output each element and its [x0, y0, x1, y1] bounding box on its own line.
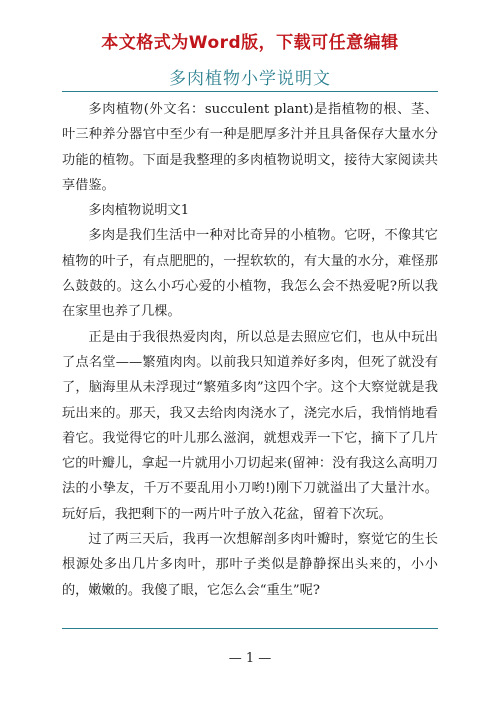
- format-banner: 本文格式为Word版，下载可任意编辑: [101, 33, 399, 53]
- body-paragraph: 正是由于我很热爱肉肉，所以总是去照应它们，也从中玩出了点名堂——繁殖肉肉。以前我只知道养好多肉，但死了就没有了，脑海里从未浮现过“繁殖多肉”这四个字。这个大察觉就是我玩出来的。那天，我又去给肉肉浇水了，浇完水后，我悄悄地看着它。我觉得它的叶儿那么滋润，就想戏弄一下它，摘下了几片它的叶瓣儿，拿起一片就用小刀切起来(留神：没有我这么高明刀法的小挚友，千万不要乱用小刀哟!)刚下刀就溢出了大量汁水。玩好后，我把剩下的一两片叶子放入花盆，留着下次玩。: [62, 329, 438, 522]
- page-title: 多肉植物小学说明文: [169, 69, 331, 89]
- intro-paragraph: 多肉植物(外文名：succulent plant)是指植物的根、茎、叶三种养分器官中至少有一种是肥厚多汁并且具备保存大量水分功能的植物。下面是我整理的多肉植物说明文，接待大家阅读共享借鉴。: [62, 102, 438, 193]
- document-body: [62, 97, 438, 603]
- page-number: — 1 —: [228, 651, 272, 666]
- body-paragraph: 多肉是我们生活中一种对比奇异的小植物。它呀，不像其它植物的叶子，有点肥肥的，一捏软软的，有大量的水分，难怪那么鼓鼓的。这么小巧心爱的小植物，我怎么会不热爱呢?所以我在家里也养了几棵。: [62, 228, 438, 320]
- header-divider: [62, 91, 438, 92]
- body-paragraph: 过了两三天后，我再一次想解剖多肉叶瓣时，察觉它的生长根源处多出几片多肉叶，那叶子类似是静静探出头来的，小小的，嫩嫩的。我傻了眼，它怎么会“重生”呢?: [62, 532, 438, 598]
- footer-divider: [62, 628, 438, 629]
- section-heading: 多肉植物说明文1: [88, 203, 190, 219]
